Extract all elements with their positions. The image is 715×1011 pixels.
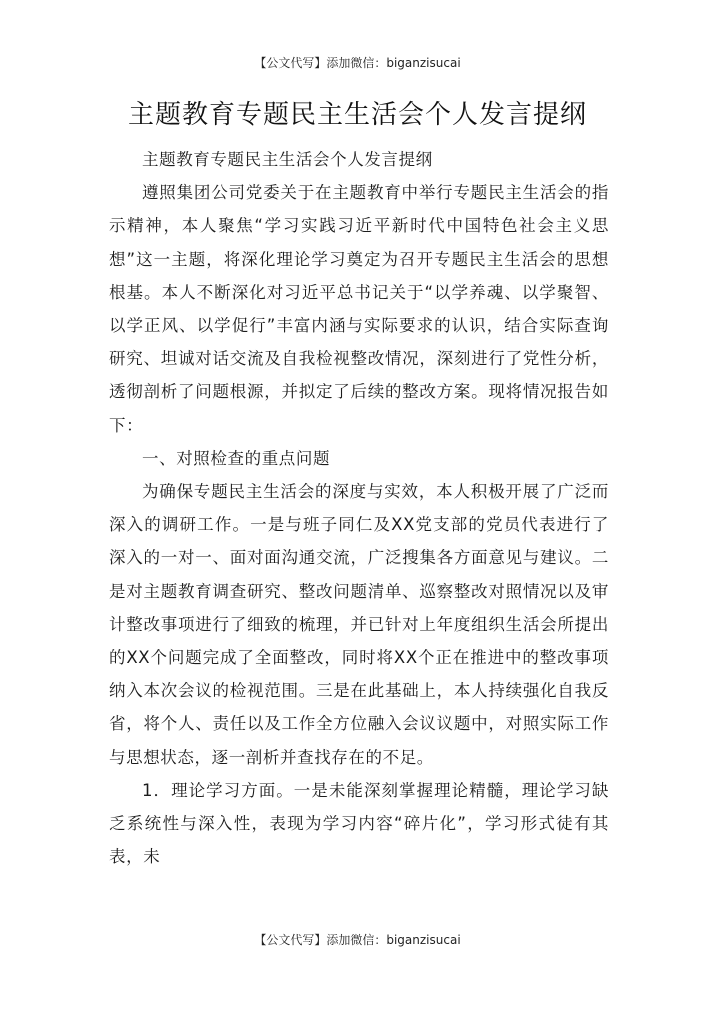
paragraph-theory-study: 1．理论学习方面。一是未能深刻掌握理论精髓，理论学习缺乏系统性与深入性，表现为学习内容“碎片化”，学习形式徒有其表，未	[109, 780, 609, 867]
section-heading: 一、对照检查的重点问题	[142, 448, 331, 468]
document-body	[109, 143, 609, 873]
paragraph-subtitle: 主题教育专题民主生活会个人发言提纲	[142, 150, 433, 169]
page-header-watermark: 【公文代写】添加微信：biganzisucai	[254, 56, 461, 70]
paragraph-intro: 遵照集团公司党委关于在主题教育中举行专题民主生活会的指示精神，本人聚焦“学习实践习近平新时代中国特色社会主义思想”这一主题，将深化理论学习奠定为召开专题民主生活会的思想根基。本人不断深化对习近平总书记关于“以学养魂、以学聚智、以学正风、以学促行”丰富内涵与实际要求的认识，结合实际查询研究、坦诚对话交流及自我检视整改情况，深刻进行了党性分析，透彻剖析了问题根源，并拟定了后续的整改方案。现将情况报告如下：	[109, 183, 609, 435]
page-footer-watermark: 【公文代写】添加微信：biganzisucai	[254, 933, 461, 947]
document-title: 主题教育专题民主生活会个人发言提纲	[127, 100, 587, 130]
paragraph-research: 为确保专题民主生活会的深度与实效，本人积极开展了广泛而深入的调研工作。一是与班子同仁及XX党支部的党员代表进行了深入的一对一、面对面沟通交流，广泛搜集各方面意见与建议。二是对主题教育调查研究、整改问题清单、巡察整改对照情况以及审计整改事项进行了细致的梳理，并已针对上年度组织生活会所提出的XX个问题完成了全面整改，同时将XX个正在推进中的整改事项纳入本次会议的检视范围。三是在此基础上，本人持续强化自我反省，将个人、责任以及工作全方位融入会议议题中，对照实际工作与思想状态，逐一剖析并查找存在的不足。	[109, 482, 609, 767]
